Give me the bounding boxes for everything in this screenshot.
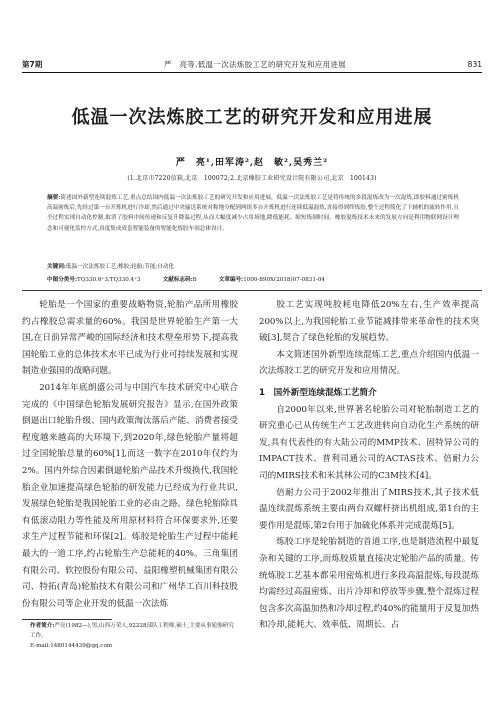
article-id-label: 文章编号: <box>218 277 244 283</box>
header-rule <box>22 72 482 73</box>
keywords-label: 关键词: <box>47 264 66 270</box>
clc-number <box>47 275 141 283</box>
document-code <box>163 275 197 283</box>
paragraph: 自2000年以来,世界著名轮胎公司对轮胎制造工艺的研究重心已从传统生产工艺改进转向自动化生产系统的研发,具有代表性的有大陆公司的MMP技术、固特异公司的IMPACT技术、普利司通公司的ACTAS技术、倍耐力公司的MIRS技术和米其林公司的C3M技术[4]。 <box>259 404 479 481</box>
article-id <box>219 275 325 283</box>
email-label: E-mail: <box>30 642 51 649</box>
running-title: 严 亮等.低温一次法炼胶工艺的研究开发和应用进展 <box>163 59 346 69</box>
abstract <box>47 193 459 234</box>
keywords <box>47 262 459 270</box>
page-number: 831 <box>467 59 482 69</box>
affiliations: (1.北京市7220信箱,北京 100072;2.北京橡胶工业研究设计院有限公司,北京 100143) <box>127 175 377 182</box>
body-column-right <box>259 297 479 634</box>
paragraph: 本文简述国外新型连续混炼工艺,重点介绍国内低温一次法炼胶工艺的研究开发和应用情况。 <box>259 349 479 377</box>
clc-value: TQ330.6⁺3;TQ330.4⁺3 <box>77 277 141 283</box>
paragraph: 轮胎是一个国家的重要战略物资,轮胎产品所用橡胶约占橡胶总需求量的60%。我国是世界轮胎生产第一大国,在日前异常严峻的国际经济和技术壁垒形势下,提高我国轮胎工业的总体技术水平已成为行业可持续发展和实现制造业强国的战略问题。 <box>22 300 238 377</box>
footnote-text: 严亮(1982—),男,山西万荣人,92228部队工程师,硕士,主要从事轮胎研究工作。 <box>30 623 234 639</box>
author-footnote <box>30 622 235 651</box>
doc-code-value: B <box>192 277 197 283</box>
running-header <box>22 57 482 71</box>
keywords-text: 低温一次法炼胶工艺;橡胶;轮胎;节能;自动化 <box>65 264 175 270</box>
footnote-rule <box>22 619 112 620</box>
author-list: 严 亮¹,田军涛²,赵 敏²,吴秀兰² <box>175 158 329 168</box>
article-id-value: 1000-890X(2018)07-0831-04 <box>243 277 325 283</box>
email-address: 1480144439@qq.com <box>50 642 113 649</box>
paragraph: 倍耐力公司于2002年推出了MIRS技术,其子技术低温连续混炼系统主要由两台双螺杆挤出机组成,第1台的主要作用是混炼,第2台用于加硫化体系并完成混炼[5]。 <box>259 487 479 531</box>
body-column-left <box>22 297 238 612</box>
paragraph: 2014年年底朗盛公司与中国汽车技术研究中心联合完成的《中国绿色轮胎发展研究报告》显示,在国外政策倒逼出口轮胎升级、国内政策淘汰落后产能、消费者接受程度越来越高的大环境下,到2020年,绿色轮胎产量将超过全国轮胎总量的60%[1],而这一数字在2010年仅约为2%。国内外综合因素倒逼轮胎产品技术升级换代,我国轮胎企业加速提高绿色轮胎的研发能力已经成为行业共识,发展绿色轮胎是我国轮胎工业的必由之路。绿色轮胎除具有低滚动阻力等性能及所用原材料符合环保要求外,还要求生产过程节能和环保[2]。炼胶是轮胎生产过程中能耗最大的一道工序,约占轮胎生产总能耗的40%。三角集团有限公司、软控股份有限公司、益阳橡塑机械集团有限公司、特拓(青岛)轮胎技术有限公司和广州华工百川科技股份有限公司等企业开发的低温一次法炼 <box>22 382 238 609</box>
paragraph: 炼胶工序是轮胎制造的首道工序,也是制造流程中最复杂和关键的工序,而炼胶质量直接决定轮胎产品的质量。传统炼胶工艺基本都采用密炼机进行多段高温混炼,每段混炼均需经过高温密炼、出片冷却和停放等步骤,整个混炼过程包含多次高温加热和冷却过程,约40%的能量用于反复加热和冷却,能耗大、效率低、周期长、占 <box>259 537 479 631</box>
doc-code-label: 文献标志码: <box>162 277 193 283</box>
abstract-label: 摘要: <box>47 195 61 201</box>
section-heading: 1 国外新型连续混炼工艺简介 <box>259 387 377 398</box>
issue-number: 第7期 <box>22 59 43 69</box>
article-title: 低温一次法炼胶工艺的研究开发和应用进展 <box>71 107 433 128</box>
paragraph: 胶工艺实现吨胶耗电降低20%左右,生产效率提高200%以上,为我国轮胎工业节能减排带来革命性的技术突破[3],契合了绿色轮胎的发展趋势。 <box>259 300 479 344</box>
abstract-text: 简述国外新型连续混炼工艺,重点总结国内低温一次法炼胶工艺的研究开发和应用进展。低温一次法炼胶工艺是将传统的多段混炼改为一次混炼,即胶料通过密炼机高温密炼后,先经过第一台开炼机进行冷却,然后通过中央输送系统对称地分配到两组多台开炼机进行连续低温混炼,直接得到终炼胶,整个过程简化了下辅机的流转作用,且全过程实现自动化控制,取消了胶料中间传递和反复升降温过程,从而大幅度减少占用场地,降低能耗、缩短炼制时间。橡胶混炼技术未来的发展方向是利用物联网设计理念和可视化监控方式,真度集成成套智能装备的智能化炼胶车间总体设计。 <box>47 195 459 232</box>
classification-line <box>47 275 467 283</box>
footnote-label: 作者简介: <box>30 623 55 629</box>
abstract-rule <box>22 290 482 291</box>
clc-label: 中图分类号: <box>47 277 78 283</box>
